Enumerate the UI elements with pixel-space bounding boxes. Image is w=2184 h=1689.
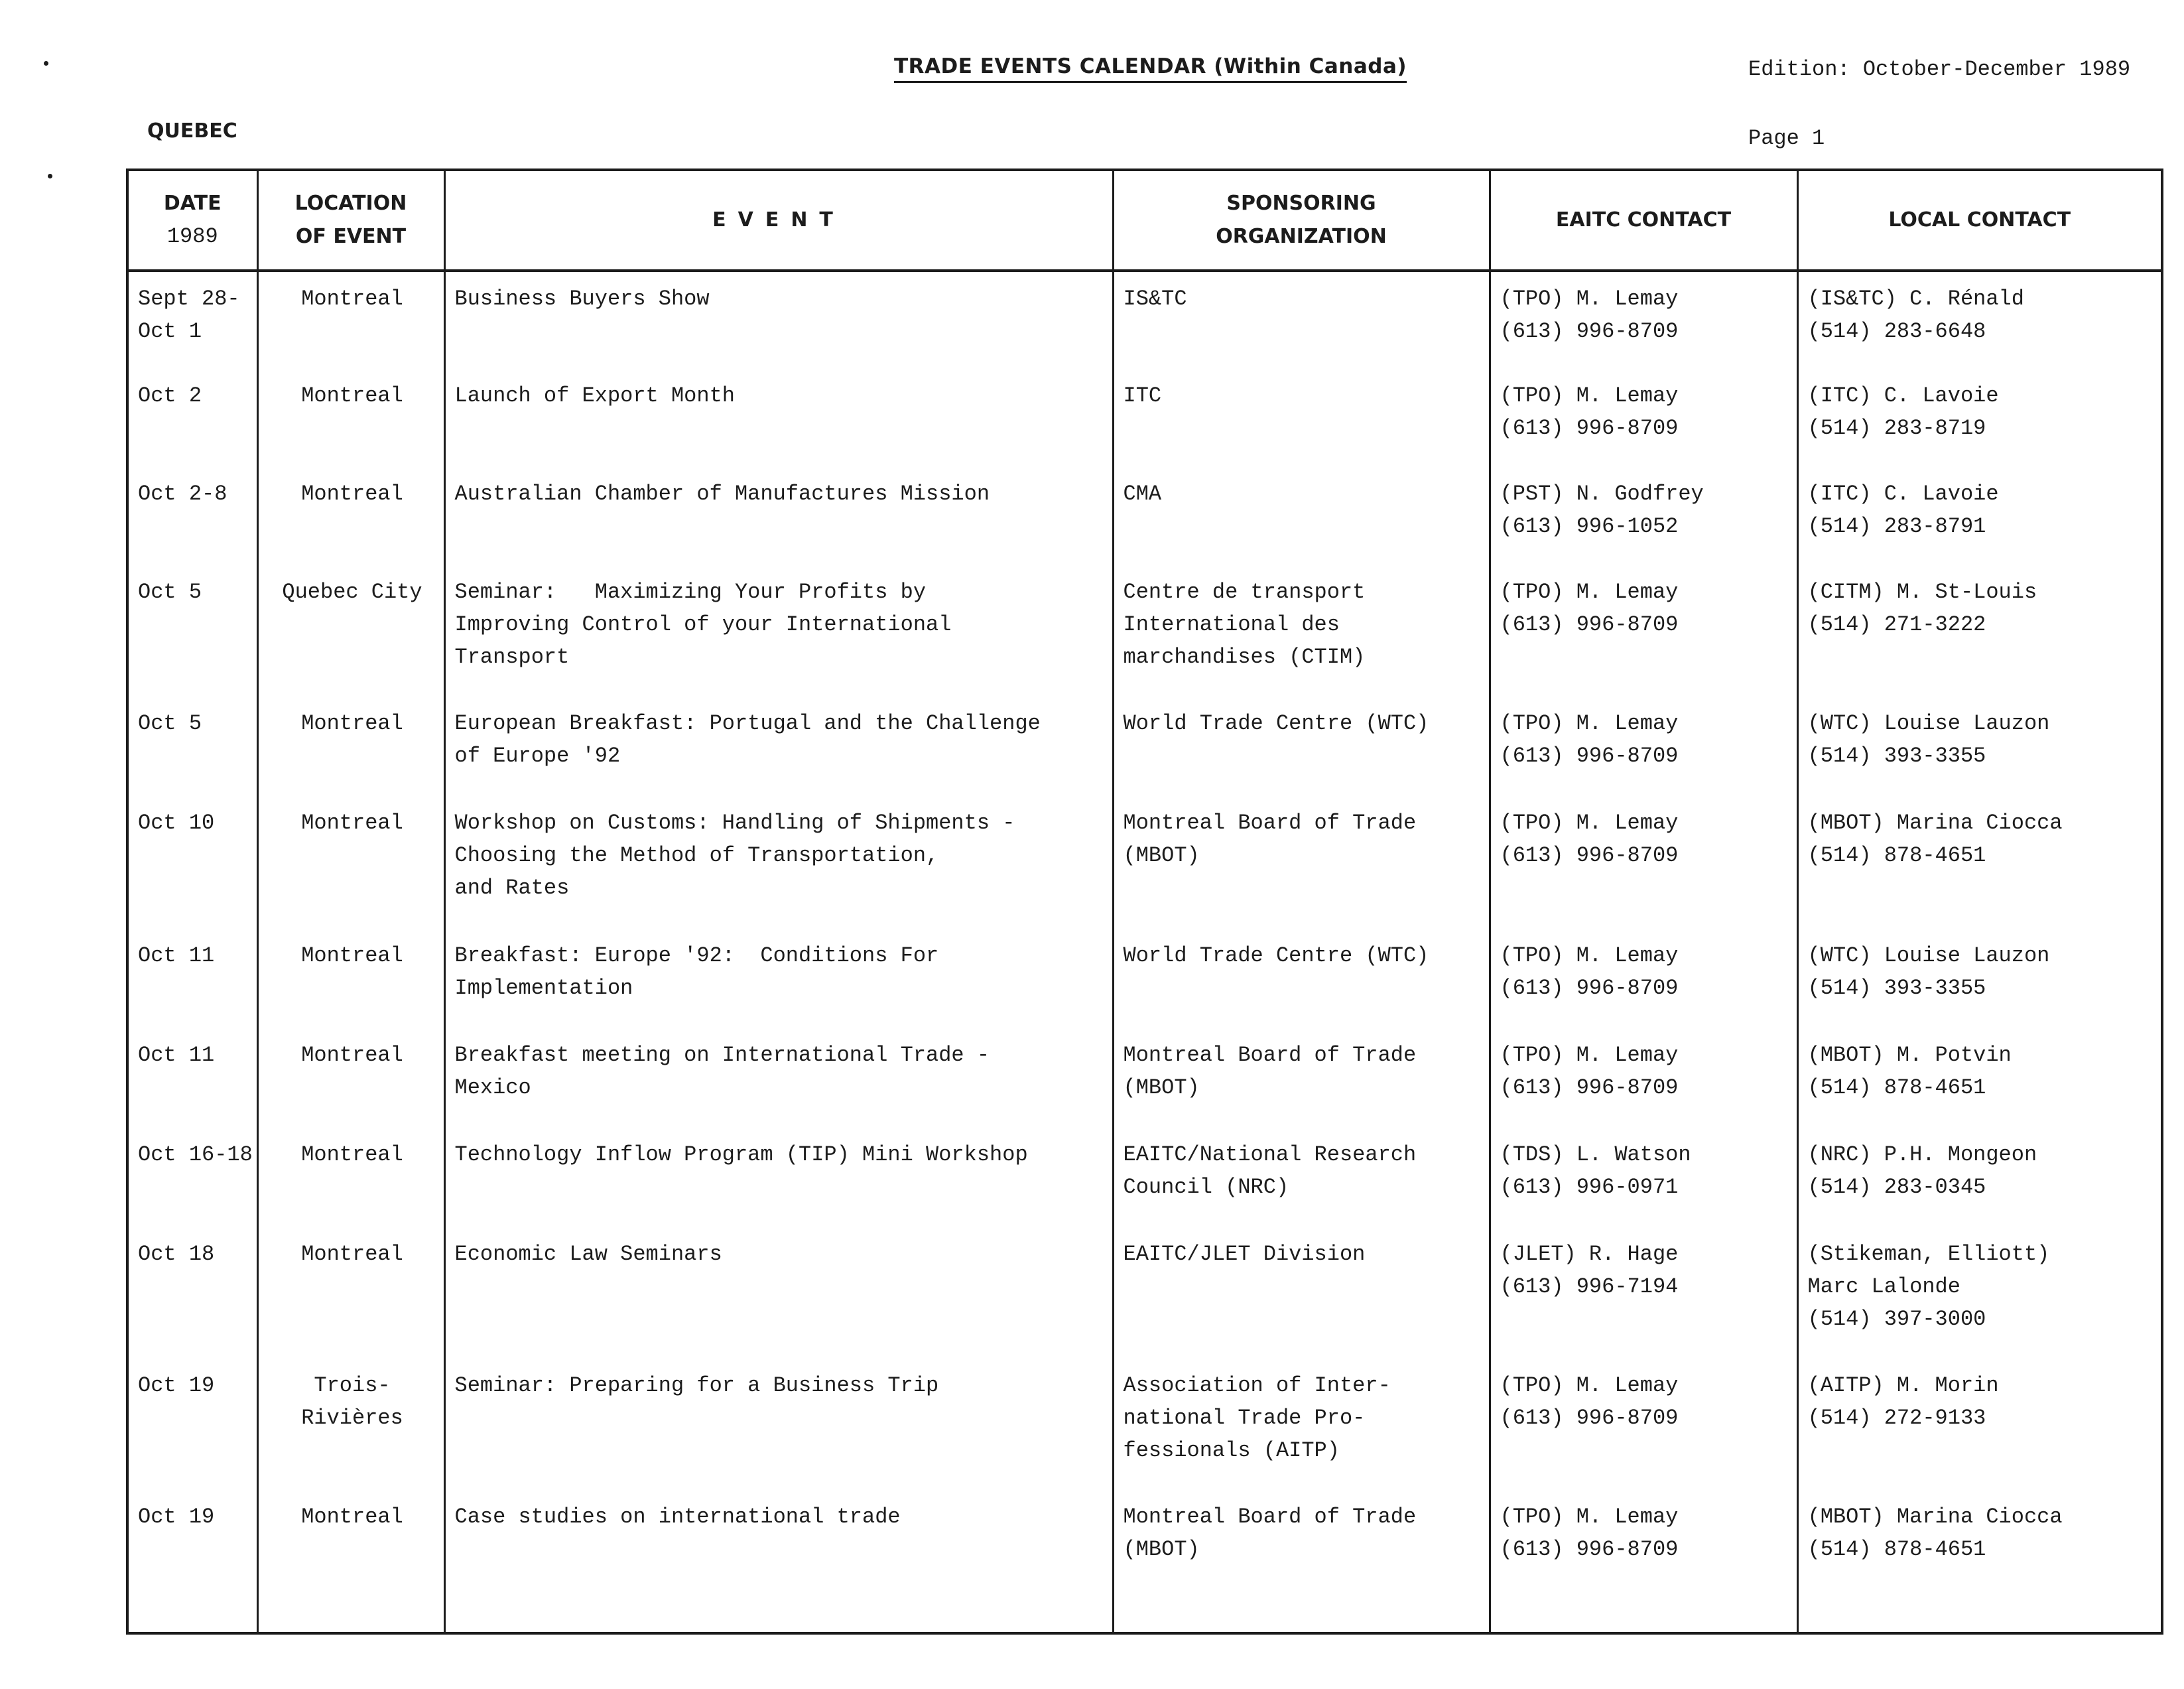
cell-event-line: Transport [454,645,570,669]
cell-eaitc-contact [1490,697,1797,796]
cell-location [257,369,444,467]
margin-mark [48,174,52,178]
cell-date-line: Oct 2 [138,383,202,408]
cell-sponsor [1113,467,1490,565]
cell-eaitc-contact-line: (613) 996-8709 [1500,1537,1679,1562]
col-header-local-contact [1797,170,2162,271]
cell-location-line: Montreal [301,811,403,835]
cell-local-contact-line: (514) 283-0345 [1807,1175,1986,1199]
spacer-cell [127,1603,257,1633]
cell-date-line: Oct 18 [138,1242,215,1266]
cell-sponsor-line: national Trade Pro- [1123,1406,1366,1430]
cell-sponsor-line: Association of Inter- [1123,1373,1391,1398]
cell-location [257,565,444,697]
cell-date [127,1490,257,1603]
cell-local-contact-line: (MBOT) M. Potvin [1807,1043,2012,1067]
cell-sponsor-line: marchandises (CTIM) [1123,645,1366,669]
cell-sponsor-line: Council (NRC) [1123,1175,1289,1199]
cell-event-line: Business Buyers Show [454,287,710,311]
col-header-location-line: LOCATION [294,192,407,215]
table-header-row [127,170,2162,271]
cell-local-contact [1797,1490,2162,1603]
cell-eaitc-contact-line: (613) 996-7194 [1500,1274,1679,1299]
page-number: Page 1 [1748,126,1825,151]
cell-eaitc-contact [1490,369,1797,467]
cell-location [257,1028,444,1128]
cell-local-contact [1797,796,2162,929]
cell-date [127,565,257,697]
cell-date-line: Oct 1 [138,319,202,344]
table-row [127,1227,2162,1359]
cell-eaitc-contact [1490,565,1797,697]
table-row [127,1128,2162,1227]
cell-sponsor-line: IS&TC [1123,287,1187,311]
spacer-cell [1490,1603,1797,1633]
cell-event-line: Choosing the Method of Transportation, [454,843,939,868]
cell-eaitc-contact-line: (613) 996-8709 [1500,843,1679,868]
cell-sponsor-line: Montreal Board of Trade [1123,1043,1417,1067]
spacer-cell [1797,1603,2162,1633]
cell-date [127,1128,257,1227]
cell-local-contact-line: (Stikeman, Elliott) [1807,1242,2050,1266]
table-row [127,565,2162,697]
cell-event [444,1028,1113,1128]
cell-date-line: Oct 11 [138,1043,215,1067]
cell-local-contact-line: (514) 393-3355 [1807,976,1986,1000]
cell-event-line: Implementation [454,976,633,1000]
cell-event-line: Mexico [454,1075,531,1100]
cell-date-line: Oct 11 [138,943,215,968]
cell-date [127,1359,257,1490]
cell-date [127,697,257,796]
cell-sponsor-line: (MBOT) [1123,1537,1200,1562]
cell-sponsor-line: EAITC/JLET Division [1123,1242,1366,1266]
cell-local-contact [1797,1227,2162,1359]
cell-date-line: Oct 19 [138,1505,215,1529]
cell-eaitc-contact [1490,1359,1797,1490]
cell-local-contact-line: (514) 271-3222 [1807,612,1986,637]
cell-sponsor [1113,796,1490,929]
cell-local-contact-line: (WTC) Louise Lauzon [1807,943,2050,968]
cell-eaitc-contact-line: (TPO) M. Lemay [1500,383,1679,408]
table-bottom-spacer [127,1603,2162,1633]
cell-location [257,1359,444,1490]
cell-location-line: Rivières [301,1406,403,1430]
cell-eaitc-contact-line: (TPO) M. Lemay [1500,811,1679,835]
cell-sponsor-line: International des [1123,612,1340,637]
cell-sponsor [1113,1128,1490,1227]
cell-local-contact-line: (ITC) C. Lavoie [1807,482,1999,506]
events-table [126,169,2163,1635]
page-title: TRADE EVENTS CALENDAR (Within Canada) [894,54,1407,83]
cell-eaitc-contact-line: (613) 996-8709 [1500,416,1679,440]
cell-date-line: Oct 5 [138,580,202,604]
cell-date-line: Oct 10 [138,811,215,835]
cell-location-line: Montreal [301,711,403,736]
cell-local-contact [1797,565,2162,697]
cell-event-line: Economic Law Seminars [454,1242,722,1266]
cell-event [444,1128,1113,1227]
table-row [127,796,2162,929]
cell-event [444,271,1113,369]
cell-event [444,467,1113,565]
cell-local-contact [1797,369,2162,467]
cell-location [257,1128,444,1227]
col-header-date-year: 1989 [166,224,218,249]
cell-local-contact-line: (MBOT) Marina Ciocca [1807,1505,2063,1529]
cell-sponsor-line: ITC [1123,383,1162,408]
cell-sponsor-line: fessionals (AITP) [1123,1438,1340,1463]
cell-sponsor-line: Montreal Board of Trade [1123,811,1417,835]
cell-event [444,565,1113,697]
cell-eaitc-contact-line: (JLET) R. Hage [1500,1242,1679,1266]
cell-sponsor [1113,929,1490,1028]
cell-location [257,271,444,369]
col-header-eaitc-label: EAITC CONTACT [1555,208,1732,232]
cell-location [257,697,444,796]
cell-local-contact-line: (514) 283-6648 [1807,319,1986,344]
cell-eaitc-contact [1490,1128,1797,1227]
cell-location [257,467,444,565]
cell-local-contact-line: Marc Lalonde [1807,1274,1960,1299]
col-header-sponsor [1113,170,1490,271]
cell-date-line: Oct 5 [138,711,202,736]
cell-sponsor-line: EAITC/National Research [1123,1142,1417,1167]
table-row [127,467,2162,565]
table-row [127,1028,2162,1128]
cell-location-line: Montreal [301,383,403,408]
cell-date [127,1227,257,1359]
table-row [127,1490,2162,1603]
cell-event-line: and Rates [454,876,570,900]
table-row [127,369,2162,467]
cell-event [444,1227,1113,1359]
cell-event-line: Improving Control of your International [454,612,952,637]
cell-eaitc-contact [1490,929,1797,1028]
cell-sponsor-line: World Trade Centre (WTC) [1123,943,1429,968]
table-row [127,697,2162,796]
cell-sponsor [1113,271,1490,369]
cell-eaitc-contact-line: (613) 996-8709 [1500,319,1679,344]
col-header-eaitc-contact [1490,170,1797,271]
cell-date-line: Sept 28- [138,287,240,311]
cell-location-line: Montreal [301,1505,403,1529]
cell-event-line: Case studies on international trade [454,1505,901,1529]
cell-event [444,929,1113,1028]
cell-eaitc-contact-line: (613) 996-8709 [1500,1406,1679,1430]
cell-local-contact-line: (ITC) C. Lavoie [1807,383,1999,408]
cell-location-line: Montreal [301,287,403,311]
cell-local-contact-line: (514) 283-8719 [1807,416,1986,440]
cell-event-line: Workshop on Customs: Handling of Shipments - [454,811,1015,835]
cell-event-line: European Breakfast: Portugal and the Challenge [454,711,1041,736]
cell-sponsor-line: World Trade Centre (WTC) [1123,711,1429,736]
cell-location [257,1490,444,1603]
cell-sponsor [1113,369,1490,467]
cell-local-contact [1797,1128,2162,1227]
cell-local-contact-line: (NRC) P.H. Mongeon [1807,1142,2037,1167]
cell-eaitc-contact-line: (TPO) M. Lemay [1500,1043,1679,1067]
cell-date [127,796,257,929]
cell-eaitc-contact [1490,1490,1797,1603]
cell-location-line: Montreal [301,1043,403,1067]
cell-eaitc-contact-line: (PST) N. Godfrey [1500,482,1704,506]
cell-eaitc-contact [1490,467,1797,565]
cell-event [444,369,1113,467]
cell-event-line: Seminar: Maximizing Your Profits by [454,580,927,604]
cell-eaitc-contact [1490,271,1797,369]
cell-local-contact [1797,929,2162,1028]
cell-local-contact-line: (IS&TC) C. Rénald [1807,287,2024,311]
cell-eaitc-contact-line: (TPO) M. Lemay [1500,943,1679,968]
cell-sponsor-line: (MBOT) [1123,843,1200,868]
cell-local-contact [1797,697,2162,796]
cell-event-line: Technology Inflow Program (TIP) Mini Workshop [454,1142,1028,1167]
col-header-date [127,170,257,271]
cell-date [127,1028,257,1128]
cell-location-line: Trois- [314,1373,391,1398]
cell-location-line: Quebec City [282,580,422,604]
cell-event-line: of Europe '92 [454,744,621,768]
cell-event-line: Launch of Export Month [454,383,735,408]
table-row [127,271,2162,369]
cell-local-contact-line: (514) 878-4651 [1807,1075,1986,1100]
cell-eaitc-contact-line: (613) 996-0971 [1500,1175,1679,1199]
cell-eaitc-contact [1490,1028,1797,1128]
cell-event [444,796,1113,929]
spacer-cell [444,1603,1113,1633]
cell-local-contact-line: (MBOT) Marina Ciocca [1807,811,2063,835]
col-header-sponsor-line: ORGANIZATION [1216,225,1387,248]
cell-local-contact [1797,1028,2162,1128]
cell-local-contact-line: (514) 393-3355 [1807,744,1986,768]
cell-sponsor [1113,1490,1490,1603]
cell-local-contact-line: (WTC) Louise Lauzon [1807,711,2050,736]
cell-sponsor [1113,1227,1490,1359]
cell-eaitc-contact-line: (TPO) M. Lemay [1500,287,1679,311]
cell-eaitc-contact [1490,1227,1797,1359]
cell-local-contact-line: (514) 283-8791 [1807,514,1986,539]
cell-date [127,369,257,467]
cell-sponsor-line: Montreal Board of Trade [1123,1505,1417,1529]
cell-local-contact [1797,467,2162,565]
cell-local-contact-line: (514) 272-9133 [1807,1406,1986,1430]
col-header-location [257,170,444,271]
region-label: QUEBEC [147,119,237,143]
cell-location-line: Montreal [301,482,403,506]
spacer-cell [1113,1603,1490,1633]
cell-date-line: Oct 16-18 [138,1142,253,1167]
col-header-location-line: OF EVENT [295,225,407,248]
cell-event-line: Breakfast meeting on International Trade - [454,1043,990,1067]
cell-eaitc-contact-line: (TPO) M. Lemay [1500,580,1679,604]
cell-sponsor [1113,565,1490,697]
cell-sponsor [1113,1028,1490,1128]
cell-eaitc-contact-line: (613) 996-8709 [1500,976,1679,1000]
col-header-sponsor-line: SPONSORING [1226,192,1376,215]
cell-date [127,271,257,369]
cell-local-contact [1797,1359,2162,1490]
cell-date-line: Oct 19 [138,1373,215,1398]
cell-eaitc-contact-line: (613) 996-8709 [1500,744,1679,768]
cell-event-line: Seminar: Preparing for a Business Trip [454,1373,939,1398]
cell-local-contact-line: (AITP) M. Morin [1807,1373,1999,1398]
cell-local-contact-line: (CITM) M. St-Louis [1807,580,2037,604]
cell-location-line: Montreal [301,1142,403,1167]
spacer-cell [257,1603,444,1633]
cell-event [444,697,1113,796]
cell-eaitc-contact-line: (613) 996-8709 [1500,612,1679,637]
cell-location [257,1227,444,1359]
cell-location [257,796,444,929]
cell-event [444,1359,1113,1490]
cell-date [127,467,257,565]
cell-sponsor-line: (MBOT) [1123,1075,1200,1100]
col-header-local-label: LOCAL CONTACT [1888,208,2071,232]
cell-sponsor-line: CMA [1123,482,1162,506]
table-row [127,929,2162,1028]
cell-local-contact-line: (514) 397-3000 [1807,1307,1986,1331]
col-header-date-label: DATE [163,192,222,215]
cell-eaitc-contact-line: (TPO) M. Lemay [1500,711,1679,736]
cell-eaitc-contact-line: (TPO) M. Lemay [1500,1373,1679,1398]
col-header-event-label: EVENT [712,208,845,232]
cell-event [444,1490,1113,1603]
cell-local-contact-line: (514) 878-4651 [1807,843,1986,868]
cell-eaitc-contact-line: (613) 996-8709 [1500,1075,1679,1100]
cell-eaitc-contact [1490,796,1797,929]
cell-sponsor [1113,697,1490,796]
cell-local-contact [1797,271,2162,369]
cell-sponsor-line: Centre de transport [1123,580,1366,604]
cell-location [257,929,444,1028]
cell-location-line: Montreal [301,943,403,968]
cell-event-line: Breakfast: Europe '92: Conditions For [454,943,939,968]
cell-eaitc-contact-line: (TPO) M. Lemay [1500,1505,1679,1529]
table-row [127,1359,2162,1490]
col-header-event [444,170,1113,271]
cell-date-line: Oct 2-8 [138,482,227,506]
cell-event-line: Australian Chamber of Manufactures Mission [454,482,990,506]
cell-date [127,929,257,1028]
edition-label: Edition: October-December 1989 [1748,57,2131,82]
cell-location-line: Montreal [301,1242,403,1266]
cell-sponsor [1113,1359,1490,1490]
cell-eaitc-contact-line: (TDS) L. Watson [1500,1142,1691,1167]
cell-local-contact-line: (514) 878-4651 [1807,1537,1986,1562]
margin-mark [44,61,48,66]
cell-eaitc-contact-line: (613) 996-1052 [1500,514,1679,539]
